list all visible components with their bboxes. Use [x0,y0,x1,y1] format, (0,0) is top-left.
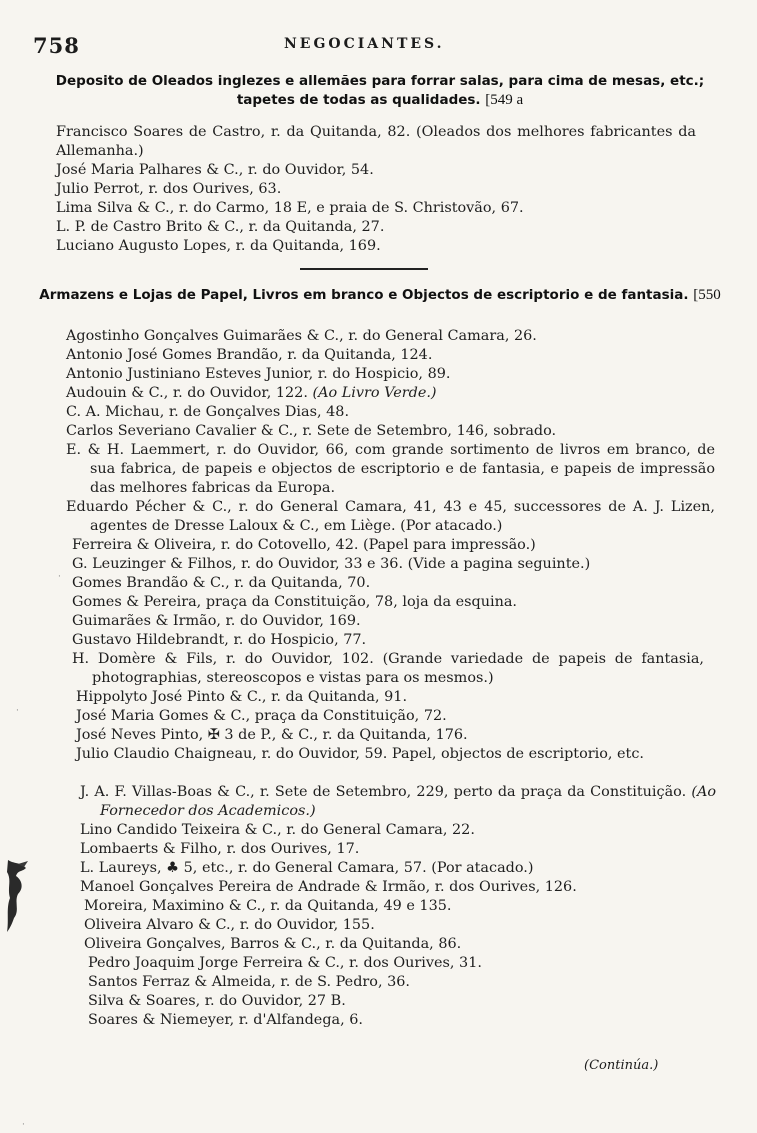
printer-ornament-icon [4,858,30,934]
list-item [66,384,437,403]
section-divider [300,268,428,270]
list-item: Julio Perrot, r. dos Ourives, 63. [56,181,282,197]
list-item: Gustavo Hildebrandt, r. do Hospicio, 77. [72,632,367,648]
list-item: Oliveira Alvaro & C., r. do Ouvidor, 155. [84,917,375,933]
list-item: Eduardo Pécher & C., r. do General Camara, 41, 43 e 45, successores de A. J. Lizen, agentes de Dresse Laloux & C., em Liège. (Por atacado.) [66,499,715,534]
margin-mark: · [22,1120,25,1130]
entry-text: J. A. F. Villas-Boas & C., r. Sete de Setembro, 229, perto da praça da Constituição. [80,784,687,800]
continued-note: (Continúa.) [584,1058,659,1073]
list-item: L. Laureys, ♣ 5, etc., r. do General Camara, 57. (Por atacado.) [80,860,534,876]
section-ref-number: [550 [693,287,721,303]
list-item: Carlos Severiano Cavalier & C., r. Sete de Setembro, 146, sobrado. [66,423,557,439]
shop-name: (Ao Fornecedor dos Academicos.) [100,784,716,819]
section-ref-number: [549 a [485,92,524,108]
section-heading-papel [36,286,724,305]
list-item: G. Leuzinger & Filhos, r. do Ouvidor, 33 e 36. (Vide a pagina seguinte.) [72,556,591,572]
shop-name: (Ao Livro Verde.) [312,385,437,401]
list-item: José Maria Palhares & C., r. do Ouvidor, 54. [56,162,374,178]
list-item: Antonio José Gomes Brandão, r. da Quitanda, 124. [66,347,433,363]
list-item [56,123,696,161]
list-item [80,783,716,821]
list-item: Antonio Justiniano Esteves Junior, r. do Hospicio, 89. [66,366,451,382]
list-item: Pedro Joaquim Jorge Ferreira & C., r. dos Ourives, 31. [88,955,482,971]
list-item: Gomes & Pereira, praça da Constituição, 78, loja da esquina. [72,594,518,610]
list-item: Silva & Soares, r. do Ouvidor, 27 B. [88,993,346,1009]
page-number: 758 [33,33,80,58]
entry-text: Francisco Soares de Castro, r. da Quitanda, 82. (Oleados dos melhores fabricantes da Allemanha.) [56,124,696,159]
list-item: Hippolyto José Pinto & C., r. da Quitanda, 91. [76,689,408,705]
list-item: E. & H. Laemmert, r. do Ouvidor, 66, com grande sortimento de livros em branco, de sua fabrica, de papeis e objectos de escriptorio e de fantasia, e papeis de impressão das melhores fabricas da Europa. [66,442,715,496]
list-item: L. P. de Castro Brito & C., r. da Quitanda, 27. [56,219,385,235]
running-title: NEGOCIANTES. [284,36,445,52]
list-item: H. Domère & Fils, r. do Ouvidor, 102. (Grande variedade de papeis de fantasia, photographias, stereoscopos e vistas para os mesmos.) [72,651,704,686]
list-item: Agostinho Gonçalves Guimarães & C., r. do General Camara, 26. [66,328,537,344]
list-item: Gomes Brandão & C., r. da Quitanda, 70. [72,575,371,591]
list-item: Santos Ferraz & Almeida, r. de S. Pedro, 36. [88,974,410,990]
list-item: Moreira, Maximino & C., r. da Quitanda, 49 e 135. [84,898,452,914]
list-item: Lombaerts & Filho, r. dos Ourives, 17. [80,841,360,857]
list-item: Guimarães & Irmão, r. do Ouvidor, 169. [72,613,361,629]
margin-mark: · [58,572,61,582]
list-item: José Neves Pinto, ✠ 3 de P., & C., r. da Quitanda, 176. [76,727,468,743]
list-item: C. A. Michau, r. de Gonçalves Dias, 48. [66,404,350,420]
margin-mark: · [16,706,19,716]
section-heading-text: Armazens e Lojas de Papel, Livros em branco e Objectos de escriptorio e de fantasia. [39,287,689,303]
list-item: Oliveira Gonçalves, Barros & C., r. da Quitanda, 86. [84,936,462,952]
section-heading-oleados [36,72,724,110]
list-item: José Maria Gomes & C., praça da Constituição, 72. [76,708,447,724]
list-item: Manoel Gonçalves Pereira de Andrade & Irmão, r. dos Ourives, 126. [80,879,577,895]
list-item: Ferreira & Oliveira, r. do Cotovello, 42. (Papel para impressão.) [72,537,536,553]
list-item: Julio Claudio Chaigneau, r. do Ouvidor, 59. Papel, objectos de escriptorio, etc. [76,746,644,762]
list-item: Lima Silva & C., r. do Carmo, 18 E, e praia de S. Christovão, 67. [56,200,524,216]
section-heading-text: Deposito de Oleados inglezes e allemães para forrar salas, para cima de mesas, etc.; tapetes de todas as qualidades. [55,73,705,108]
entry-text: Audouin & C., r. do Ouvidor, 122. [66,385,308,401]
list-item: Soares & Niemeyer, r. d'Alfandega, 6. [88,1012,363,1028]
list-item: Luciano Augusto Lopes, r. da Quitanda, 169. [56,238,381,254]
list-item: Lino Candido Teixeira & C., r. do General Camara, 22. [80,822,475,838]
